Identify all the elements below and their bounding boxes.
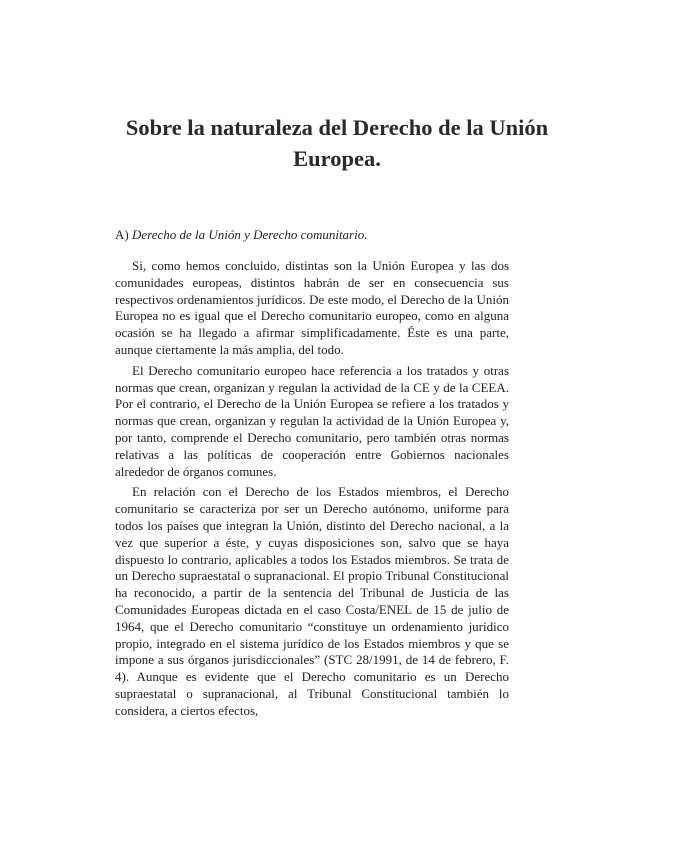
section-heading-text: Derecho de la Unión y Derecho comunitario.: [131, 227, 368, 242]
body-text: [115, 258, 509, 724]
section-label: A): [115, 227, 129, 242]
paragraph-2: El Derecho comunitario europeo hace referencia a los tratados y otras normas que crean, organizan y regulan la actividad de la CE y de la CEEA. Por el contrario, el Derecho de la Unión Europea se refiere a los tratados y normas que crean, organizan y regulan la actividad de la Unión Europea y, por tanto, comprende el Derecho comunitario, pero también otras normas relativas a las políticas de cooperación entre Gobiernos nacionales alrededor de órganos comunes.: [115, 362, 509, 479]
paragraph-3: En relación con el Derecho de los Estados miembros, el Derecho comunitario se caracteriza por ser un Derecho autónomo, uniforme para todos los países que integran la Unión, distinto del Derecho nacional, a la vez que superior a éste, y cuyas disposiciones son, salvo que se haya dispuesto lo contrario, aplicables a todos los Estados miembros. Se trata de un Derecho supraestatal o supranacional. El propio Tribunal Constitucional ha reconocido, a partir de la sentencia del Tribunal de Justicia de las Comunidades Europeas dictada en el caso Costa/ENEL de 15 de julio de 1964, que el Derecho comunitario “constituye un ordenamiento jurídico propio, integrado en el sistema jurídico de los Estados miembros y que se impone a sus órganos jurisdiccionales” (STC 28/1991, de 14 de febrero, F. 4). Aunque es evidente que el Derecho comunitario es un Derecho supraestatal o supranacional, al Tribunal Constitucional también lo considera, a ciertos efectos,: [115, 484, 509, 718]
section-heading: [115, 226, 515, 244]
page-title: Sobre la naturaleza del Derecho de la Unión Europea.: [125, 115, 549, 171]
paragraph-1: Si, como hemos concluido, distintas son la Unión Europea y las dos comunidades europeas, distintos habrán de ser en consecuencia sus respectivos ordenamientos jurídicos. De este modo, el Derecho de la Unión Europea no es igual que el Derecho comunitario europeo, como en alguna ocasión se ha llegado a afirmar simplificadamente. Éste es una parte, aunque ciertamente la más amplia, del todo.: [115, 258, 509, 357]
